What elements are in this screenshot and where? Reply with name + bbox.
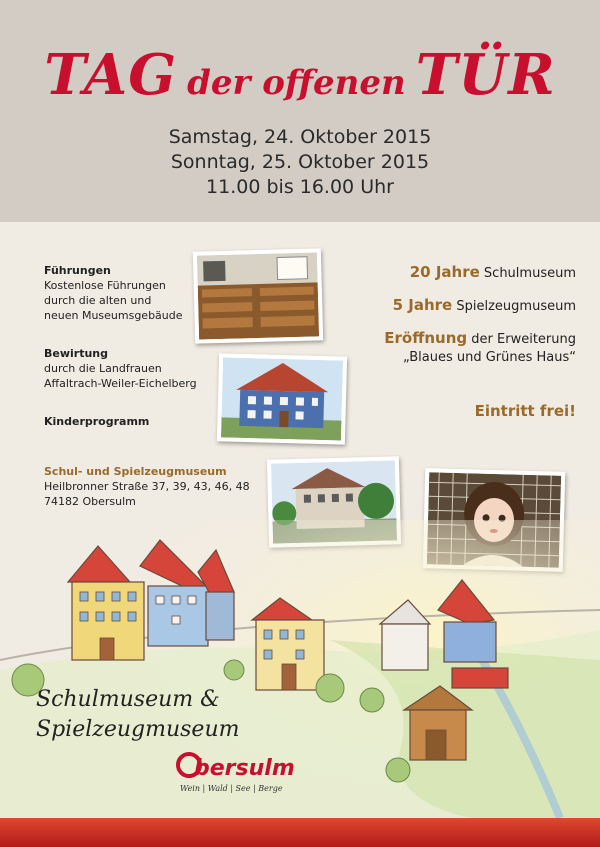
brand-line2: Spielzeugmuseum	[36, 717, 240, 742]
bewirtung-title: Bewirtung	[44, 347, 108, 360]
museum-city: 74182 Obersulm	[44, 495, 136, 508]
museum-address-block	[44, 464, 250, 509]
classroom-photo	[193, 248, 323, 343]
anniversary-20: 20 Jahre Schulmuseum	[409, 263, 576, 281]
fuehrungen-line1: Kostenlose Führungen	[44, 279, 166, 292]
header-band	[0, 0, 600, 222]
fuehrungen-block	[44, 263, 183, 323]
logo-word: bersulm	[194, 756, 295, 781]
anniversary-5: 5 Jahre Spielzeugmuseum	[392, 296, 576, 314]
title-tuer: TÜR	[415, 42, 556, 108]
bewirtung-line2: Affaltrach-Weiler-Eichelberg	[44, 377, 197, 390]
brand-line1: Schulmuseum &	[36, 687, 220, 712]
kinder-title: Kinderprogramm	[44, 415, 150, 428]
title-tag: TAG	[44, 42, 178, 108]
fuehrungen-line2: durch die alten und	[44, 294, 152, 307]
logo-tagline: Wein | Wald | See | Berge	[180, 784, 283, 793]
opening-line: Eröffnung der Erweiterung	[384, 329, 576, 347]
page-title	[0, 42, 600, 108]
event-dates	[0, 125, 600, 200]
museum-title: Schul- und Spielzeugmuseum	[44, 465, 227, 478]
bewirtung-line1: durch die Landfrauen	[44, 362, 162, 375]
fuehrungen-title: Führungen	[44, 264, 111, 277]
free-entry: Eintritt frei!	[474, 402, 576, 420]
fuehrungen-line3: neuen Museumsgebäude	[44, 309, 183, 322]
blue-house-photo	[217, 353, 347, 444]
title-der-offenen: der offenen	[187, 63, 406, 103]
bottom-red-band	[0, 818, 600, 847]
kinder-block	[44, 414, 149, 429]
time-range: 11.00 bis 16.00 Uhr	[206, 176, 394, 198]
museum-street: Heilbronner Straße 37, 39, 43, 46, 48	[44, 480, 250, 493]
museum-brand	[36, 685, 239, 745]
bewirtung-block	[44, 346, 197, 391]
date-saturday: Samstag, 24. Oktober 2015	[168, 126, 432, 148]
opening-houses: „Blaues und Grünes Haus“	[402, 350, 576, 365]
date-sunday: Sonntag, 25. Oktober 2015	[170, 151, 430, 173]
village-sketch	[0, 520, 600, 847]
